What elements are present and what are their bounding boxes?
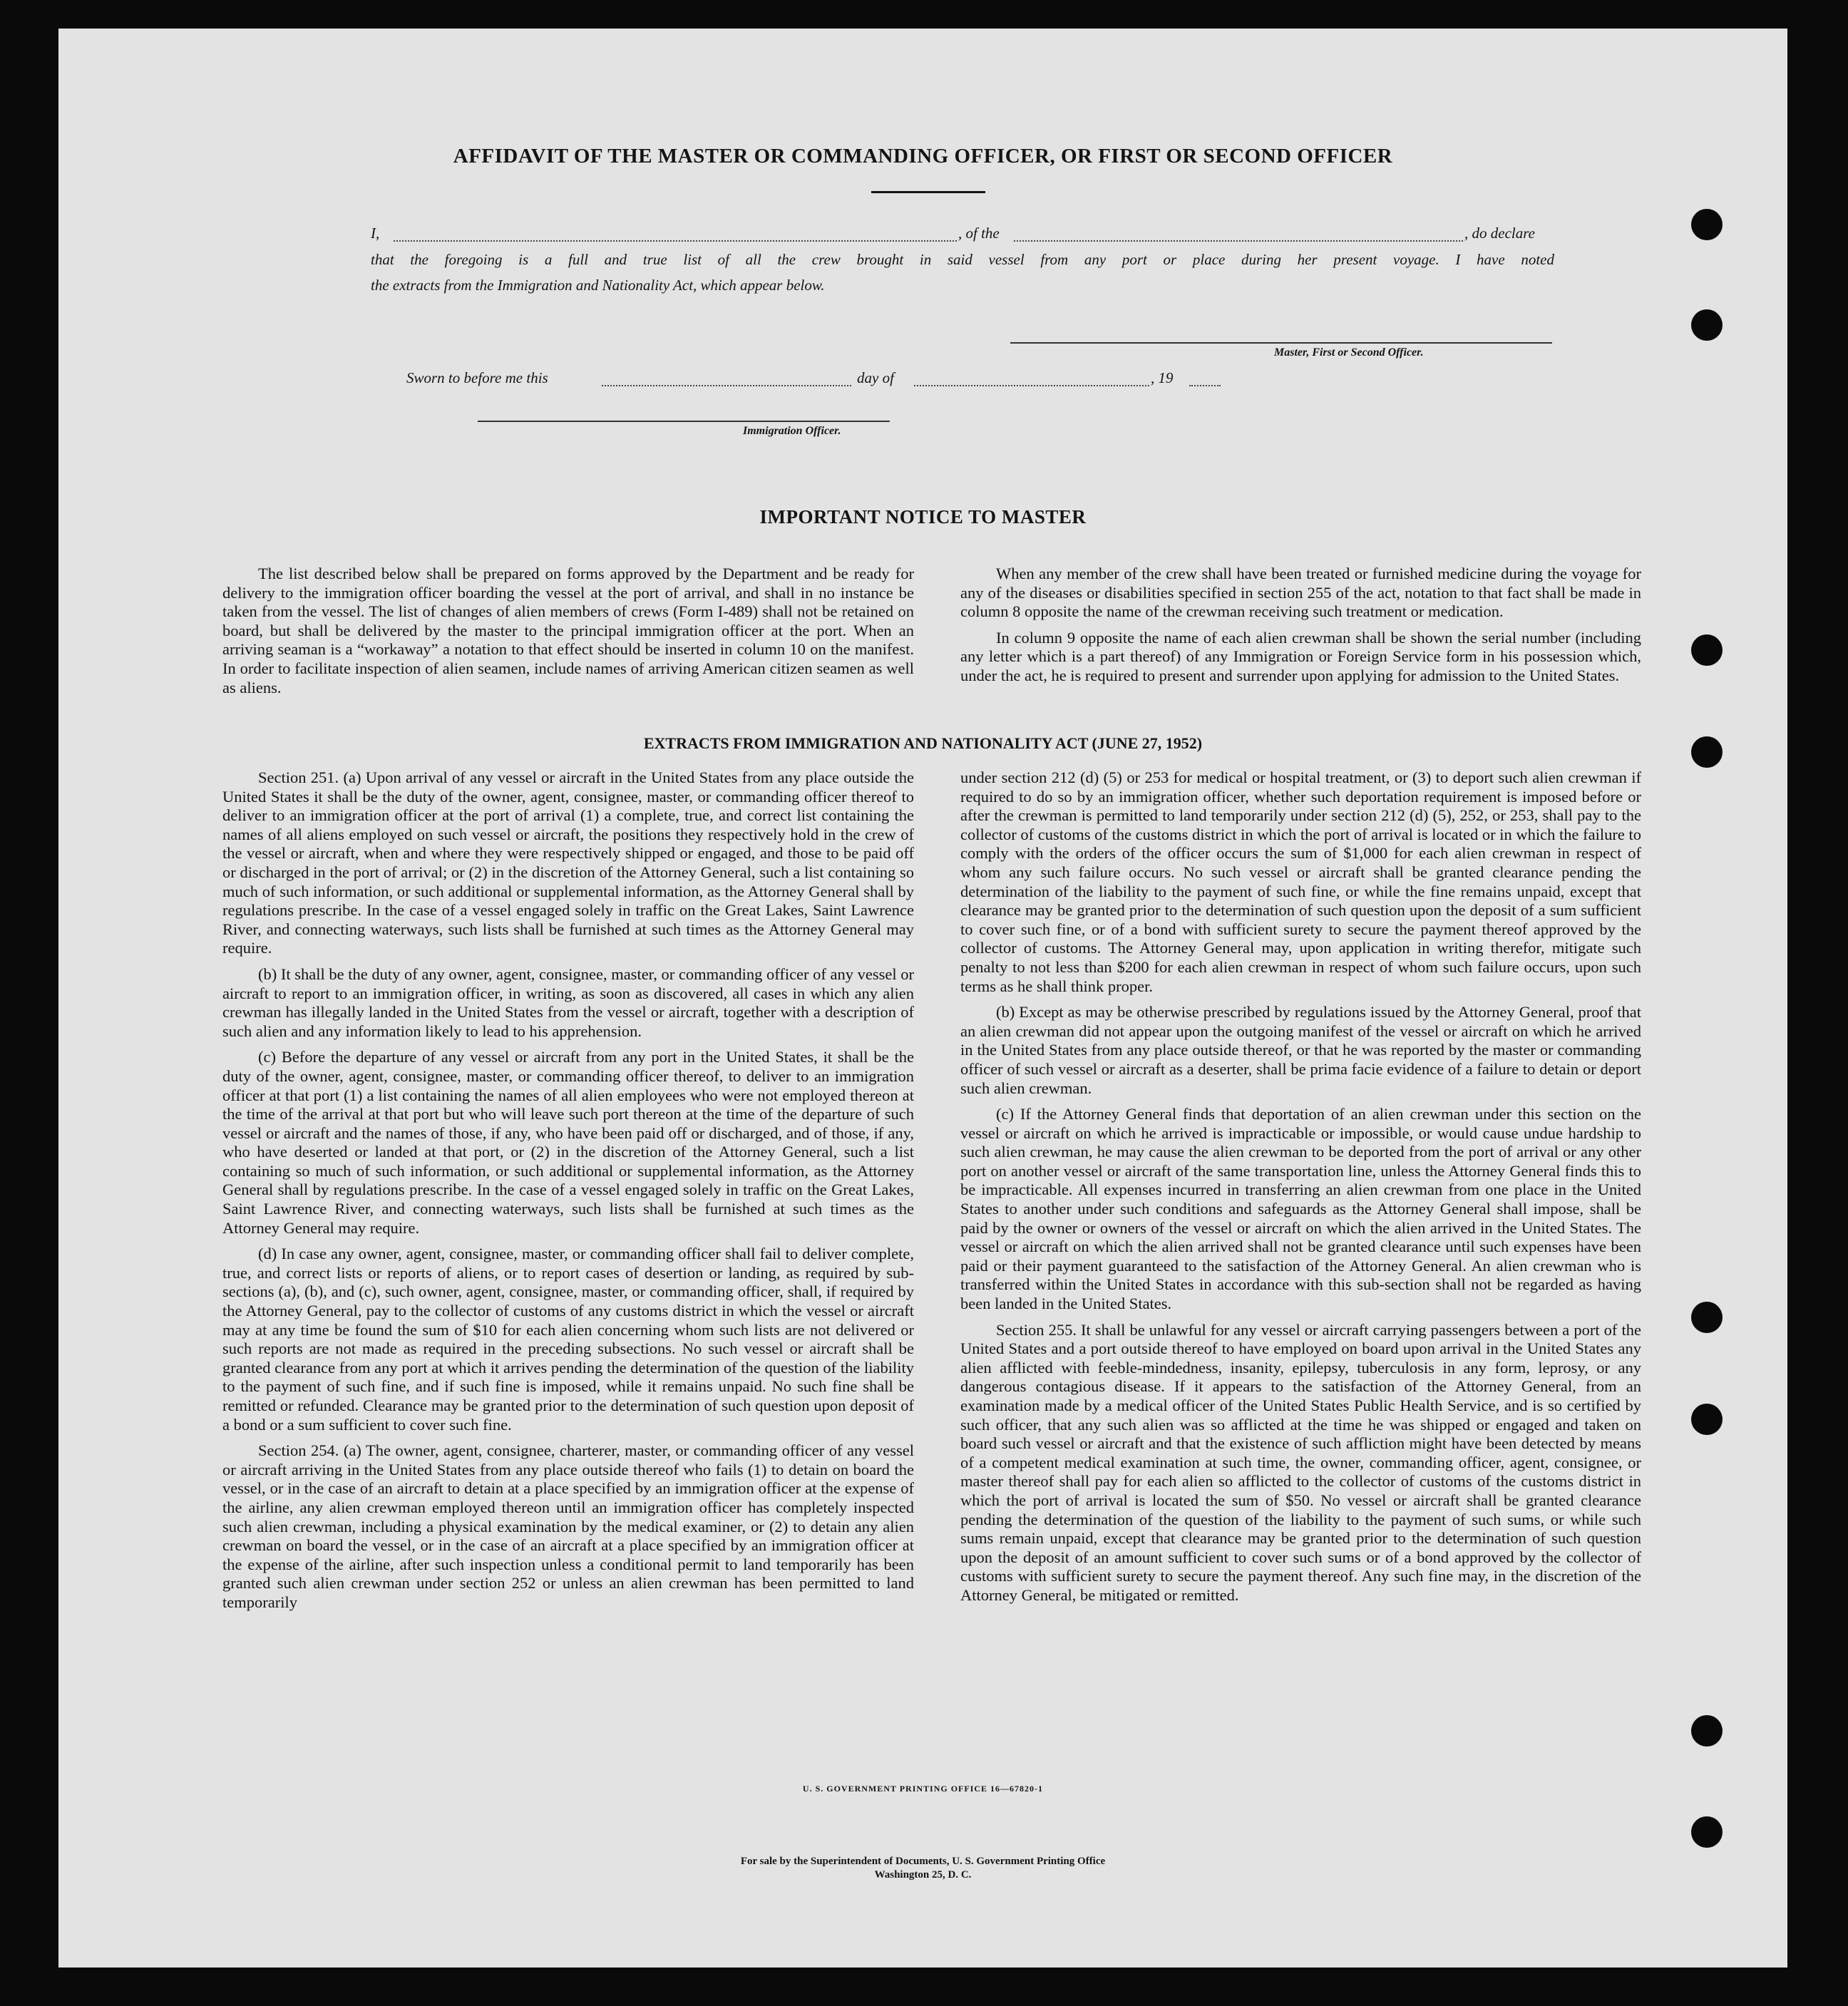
officer-caption: Immigration Officer. — [743, 425, 841, 437]
form-page — [58, 29, 1787, 1968]
declaration-line-1: that the foregoing is a full and true list of all the crew brought in said vessel from any port or place during her present voyage. I have noted — [371, 251, 1554, 268]
year-label: , 19 — [1151, 369, 1174, 386]
section-254a: Section 254. (a) The owner, agent, consignee, charterer, master, or commanding officer of any vessel or aircraft arriving in the United States from any place outside thereof who fails (1) to detain on board the vessel, or in the case of an aircraft to detain at a place specified by an immigration officer at the expense of the airline, any alien crewman employed thereon until an immigration officer has completely inspected such alien crewman, including a physical examination by the medical examiner, or (2) to detain any alien crewman on board the vessel, or in the case of an aircraft at a place specified by an immigration officer at the expense of the airline, after such inspection unless a conditional permit to land temporarily has been granted such alien crewman under section 252 or unless an alien crewman has been permitted to land temporarily — [222, 1441, 914, 1611]
notice-left-paragraph: The list described below shall be prepared on forms approved by the Department and be ready for delivery to the immigration officer boarding the vessel at the port of arrival, and shall in no instance be taken from the vessel. The list of changes of alien members of crews (Form I-489) shall not be retained on board, but shall be delivered by the master to the principal immigration officer at the port. When an arriving seaman is a “workaway” a notation to that effect should be inserted in column 10 on the manifest. In order to facilitate inspection of alien seamen, include names of arriving American citizen seamen as well as aliens. — [222, 565, 914, 696]
declaration-line-2: the extracts from the Immigration and Nationality Act, which appear below. — [371, 277, 825, 294]
notice-right-paragraph-1: When any member of the crew shall have been treated or furnished medicine during the voyage for any of the diseases or disabilities specified in section 255 of the act, notation to that fact shall be made in column 8 opposite the name of the crewman receiving such treatment or medication. — [960, 565, 1641, 621]
do-declare-label: , do declare — [1464, 225, 1535, 242]
extracts-title: EXTRACTS FROM IMMIGRATION AND NATIONALITY ACT (JUNE 27, 1952) — [643, 734, 1203, 752]
sworn-month-field[interactable] — [914, 385, 1149, 386]
punch-hole — [1691, 1302, 1723, 1333]
punch-hole — [1691, 736, 1723, 768]
notice-right-column — [960, 565, 1641, 693]
section-254c: (c) If the Attorney General finds that deportation of an alien crewman under this section on the vessel or aircraft on which he arrived is impracticable or impossible, or would cause undue hardship to such alien crewman, he may cause the alien crewman to be deported from the port of arrival or any other port on another vessel or aircraft of the same transportation line, unless the Attorney General finds this to be impracticable. All expenses incurred in transferring an alien crewman from one place in the United States to another under such conditions and safeguards as the Attorney General shall impose, shall be paid by the owner or owners of the vessel or aircraft on which the alien arrived in the United States. The vessel or aircraft on which the alien arrived shall not be granted clearance until such expenses have been paid or their payment guaranteed to the satisfaction of the Attorney General. An alien crewman who is transferred within the United States in accordance with this sub-section shall not be regarded as having been landed in the United States. — [960, 1105, 1641, 1313]
section-251c: (c) Before the departure of any vessel or aircraft from any port in the United States, it shall be the duty of the owner, agent, consignee, master, or commanding officer thereof, to deliver to an immigration officer at that port (1) a list containing the names of all alien employees who were not employed thereon at the time of the arrival at that port but who will leave such port thereon at the time of the departure of such vessel or aircraft and the names of those, if any, who have been paid off or discharged, and of those, if any, who have deserted or landed at that port, or (2) in the discretion of the Attorney General, such a list containing so much of such information, or such additional or supplemental information, as the Attorney General shall by regulations prescribe. In the case of a vessel engaged solely in traffic on the Great Lakes, Saint Lawrence River, and connecting waterways, such lists shall be furnished at such times as the Attorney General may require. — [222, 1048, 914, 1237]
notice-title: IMPORTANT NOTICE TO MASTER — [759, 506, 1087, 528]
section-251a: Section 251. (a) Upon arrival of any vessel or aircraft in the United States from any place outside the United States it shall be the duty of the owner, agent, consignee, master, or commanding officer thereof to deliver to an immigration officer at the port of arrival (1) a complete, true, and correct list containing the names of all aliens employed on such vessel or aircraft, the positions they respectively hold in the crew of the vessel or aircraft, when and where they were respectively shipped or engaged, and those to be paid off or discharged in the port of arrival; or (2) in the discretion of the Attorney General, such a list containing so much of such information, or such additional or supplemental information, as the Attorney General shall by regulations prescribe. In the case of a vessel engaged solely in traffic on the Great Lakes, Saint Lawrence River, and connecting waterways, such lists shall be furnished at such times as the Attorney General may require. — [222, 768, 914, 957]
of-the-label: , of the — [958, 225, 1000, 242]
sworn-year-field[interactable] — [1189, 385, 1221, 386]
punch-hole — [1691, 1715, 1723, 1747]
section-254a-continued: under section 212 (d) (5) or 253 for medical or hospital treatment, or (3) to deport such alien crewman if required to do so by an immigration officer, whether such deportation requirement is imposed before or after the crewman is permitted to land temporarily under section 212 (d) (5), 252, or 253, shall pay to the collector of customs of the customs district in which the port of arrival is located or in which the failure to comply with the orders of the officer occurs the sum of $1,000 for each alien crewman in respect of whom any such failure occurs. No such vessel or aircraft shall be granted clearance pending the determination of the liability to the payment of such fine, or while the fine remains unpaid, except that clearance may be granted prior to the determination of such question upon the deposit of a sum sufficient to cover such fine, or of a bond with sufficient surety to secure the payment thereof approved by the collector of customs. The Attorney General may, upon application in writing therefor, mitigate such penalty to not less than $200 for each alien crewman in respect of whom such failure occurs, upon such terms as he shall think proper. — [960, 768, 1641, 995]
punch-hole — [1691, 309, 1723, 341]
sworn-label: Sworn to before me this — [406, 369, 548, 386]
punch-hole — [1691, 1816, 1723, 1848]
name-field[interactable] — [394, 240, 957, 242]
vessel-field[interactable] — [1014, 240, 1463, 242]
punch-hole — [1691, 634, 1723, 666]
section-251d: (d) In case any owner, agent, consignee, master, or commanding officer shall fail to deliver complete, true, and correct lists or reports of aliens, or to report cases of desertion or landing, as required by sub-sections (a), (b), and (c), such owner, agent, consignee, master, or commanding officer, shall, if required by the Attorney General, pay to the collector of customs of any customs district in which the vessel or aircraft may at any time be found the sum of $10 for each alien concerning whom such lists are not delivered or such reports are not made as required in the preceding subsections. No such vessel or aircraft shall be granted clearance from any port at which it arrives pending the determination of the question of the liability to the payment of such fine, and if such fine is imposed, while it remains unpaid. No such fine shall be remitted or refunded. Clearance may be granted prior to the determination of such question upon deposit of a bond or a sum sufficient to cover such fine. — [222, 1245, 914, 1434]
printing-office-imprint: U. S. GOVERNMENT PRINTING OFFICE 16—67820-1 — [802, 1784, 1044, 1794]
master-signature-line[interactable] — [1010, 342, 1552, 344]
notice-right-paragraph-2: In column 9 opposite the name of each alien crewman shall be shown the serial number (including any letter which is a part thereof) of any Immigration or Foreign Service form in his possession which, under the act, he is required to present and surrender upon applying for admission to the United States. — [960, 628, 1641, 684]
footer — [58, 1855, 1787, 1882]
footer-line-1: For sale by the Superintendent of Documents, U. S. Government Printing Office — [740, 1856, 1106, 1867]
day-of-label: day of — [857, 369, 894, 386]
extracts-right-column — [960, 768, 1641, 1612]
master-caption: Master, First or Second Officer. — [1274, 346, 1424, 359]
footer-line-2: Washington 25, D. C. — [874, 1869, 972, 1881]
sworn-day-field[interactable] — [602, 385, 851, 386]
affidavit-title: AFFIDAVIT OF THE MASTER OR COMMANDING OFFICER, OR FIRST OR SECOND OFFICER — [453, 145, 1393, 168]
section-254b: (b) Except as may be otherwise prescribed by regulations issued by the Attorney General, proof that an alien crewman did not appear upon the outgoing manifest of the vessel or aircraft on which he arrived in the United States from any place outside thereof, or that he was reported by the master or commanding officer of such vessel or aircraft as a deserter, shall be prima facie evidence of a failure to detain or deport such alien crewman. — [960, 1003, 1641, 1097]
officer-signature-line[interactable] — [478, 421, 890, 422]
title-rule — [871, 191, 985, 193]
punch-hole — [1691, 209, 1723, 240]
punch-hole — [1691, 1404, 1723, 1435]
extracts-left-column — [222, 768, 914, 1620]
section-255: Section 255. It shall be unlawful for any vessel or aircraft carrying passengers between a port of the United States and a port outside thereof to have employed on board upon arrival in the United States any alien afflicted with feeble-mindedness, insanity, epilepsy, tuberculosis in any form, leprosy, or any dangerous contagious disease. If it appears to the satisfaction of the Attorney General, from an examination made by a medical officer of the United States Public Health Service, and is so certified by such officer, that any such alien was so afflicted at the time he was shipped or engaged and taken on board such vessel or aircraft and that the existence of such affliction might have been detected by means of a competent medical examination at such time, the owner, commanding officer, agent, consignee, or master thereof shall pay for each alien so afflicted to the collector of customs of the customs district in which the port of arrival is located the sum of $50. No vessel or aircraft shall be granted clearance pending the determination of the question of the liability to the payment of such sums, or while such sums remain unpaid, except that clearance may be granted prior to the determination of such question upon the deposit of an amount sufficient to cover such sums or of a bond approved by the collector of customs with sufficient surety to secure the payment thereof. Any such fine may, in the discretion of the Attorney General, be mitigated or remitted. — [960, 1320, 1641, 1604]
notice-left-column — [222, 565, 914, 704]
section-251b: (b) It shall be the duty of any owner, agent, consignee, master, or commanding officer of any vessel or aircraft to report to an immigration officer, in writing, as soon as discovered, all cases in which any alien crewman has illegally landed in the United States from the vessel or aircraft, together with a description of such alien and any information likely to lead to his apprehension. — [222, 965, 914, 1040]
i-label: I, — [371, 225, 380, 242]
